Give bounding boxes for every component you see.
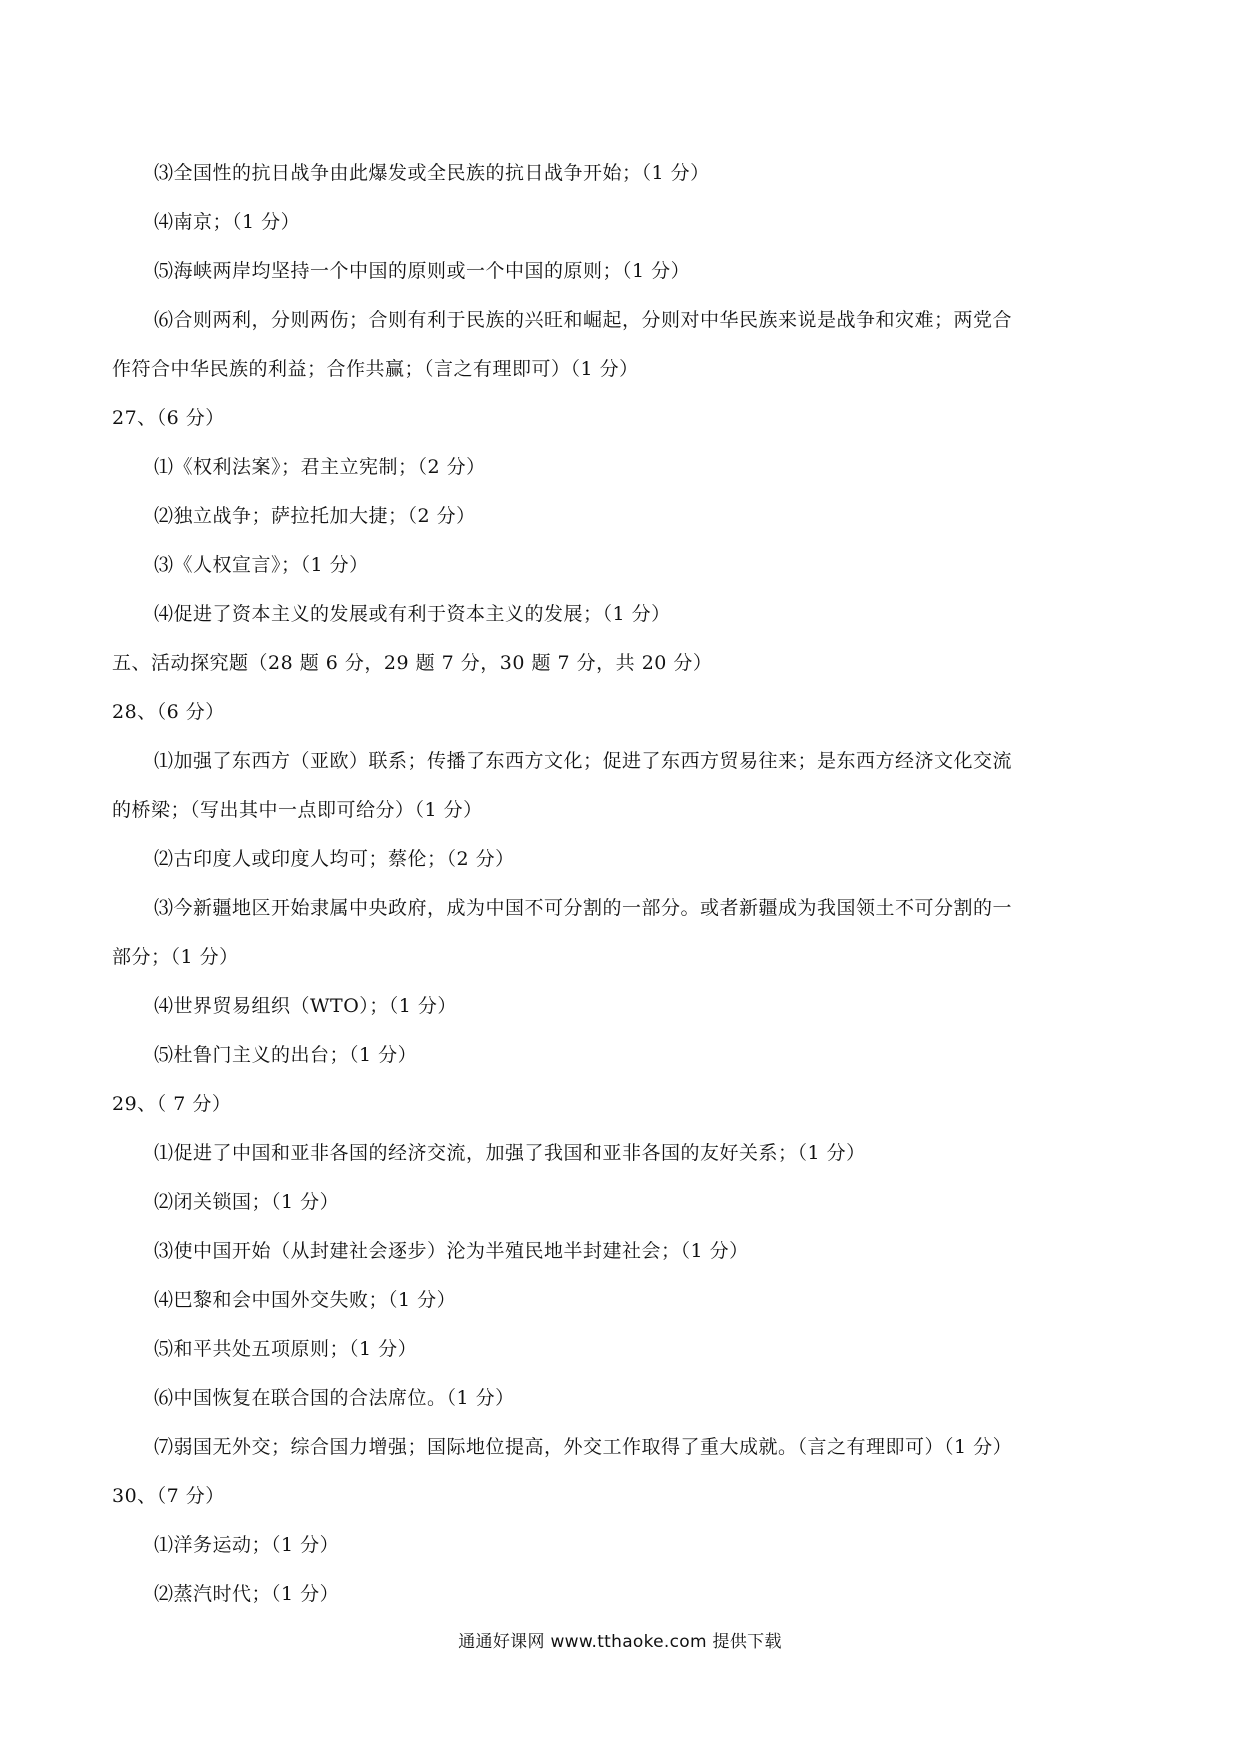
answer-26-3: ⑶全国性的抗日战争由此爆发或全民族的抗日战争开始；（1 分） [154,162,710,184]
question-28-heading: 28、（6 分） [112,701,225,723]
answer-30-1: ⑴洋务运动；（1 分） [154,1534,340,1556]
answer-28-4: ⑷世界贸易组织（WTO）；（1 分） [154,995,457,1017]
answer-28-3-line2: 部分；（1 分） [112,946,239,968]
answer-29-5: ⑸和平共处五项原则；（1 分） [154,1338,418,1360]
answer-26-6-line2: 作符合中华民族的利益；合作共赢；（言之有理即可）（1 分） [112,358,639,380]
answer-26-4: ⑷南京；（1 分） [154,211,301,233]
answer-27-1: ⑴《权利法案》；君主立宪制；（2 分） [154,456,486,478]
answer-28-1-line2: 的桥梁；（写出其中一点即可给分）（1 分） [112,799,483,821]
answer-28-3-line1: ⑶今新疆地区开始隶属中央政府，成为中国不可分割的一部分。或者新疆成为我国领土不可分割的一 [154,897,1013,919]
answer-27-3: ⑶《人权宣言》；（1 分） [154,554,369,576]
answer-29-1: ⑴促进了中国和亚非各国的经济交流，加强了我国和亚非各国的友好关系；（1 分） [154,1142,866,1164]
section-5-heading: 五、活动探究题（28 题 6 分，29 题 7 分，30 题 7 分，共 20 分） [112,652,713,674]
question-30-heading: 30、（7 分） [112,1485,225,1507]
answer-29-6: ⑹中国恢复在联合国的合法席位。（1 分） [154,1387,515,1409]
answer-28-1-line1: ⑴加强了东西方（亚欧）联系；传播了东西方文化；促进了东西方贸易往来；是东西方经济文化交流 [154,750,1013,772]
answer-26-6-line1: ⑹合则两利，分则两伤；合则有利于民族的兴旺和崛起，分则对中华民族来说是战争和灾难；两党合 [154,309,1013,331]
answer-27-2: ⑵独立战争；萨拉托加大捷；（2 分） [154,505,476,527]
question-27-heading: 27、（6 分） [112,407,225,429]
answer-29-7: ⑺弱国无外交；综合国力增强；国际地位提高，外交工作取得了重大成就。（言之有理即可）（1 分） [154,1436,1013,1458]
answer-29-4: ⑷巴黎和会中国外交失败；（1 分） [154,1289,457,1311]
answer-26-5: ⑸海峡两岸均坚持一个中国的原则或一个中国的原则；（1 分） [154,260,691,282]
footer-download-note: 通通好课网 www.tthaoke.com 提供下载 [458,1632,782,1652]
answer-29-2: ⑵闭关锁国；（1 分） [154,1191,340,1213]
answer-28-2: ⑵古印度人或印度人均可；蔡伦；（2 分） [154,848,515,870]
answer-27-4: ⑷促进了资本主义的发展或有利于资本主义的发展；（1 分） [154,603,671,625]
answer-29-3: ⑶使中国开始（从封建社会逐步）沦为半殖民地半封建社会；（1 分） [154,1240,749,1262]
answer-28-5: ⑸杜鲁门主义的出台；（1 分） [154,1044,418,1066]
question-29-heading: 29、（ 7 分） [112,1093,232,1115]
answer-30-2: ⑵蒸汽时代；（1 分） [154,1583,340,1605]
